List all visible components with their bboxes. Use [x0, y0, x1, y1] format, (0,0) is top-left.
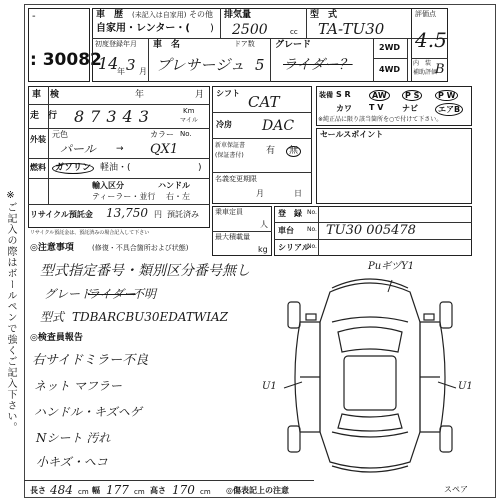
equipment-item: P S	[402, 90, 422, 101]
equipment-item: S R	[336, 90, 351, 99]
interior-label: 内 装	[413, 60, 432, 67]
load-unit: kg	[258, 245, 268, 254]
private-rent-close: )	[210, 23, 214, 34]
equipment-item: ナビ	[402, 104, 418, 113]
equipment-item: P W	[435, 90, 458, 101]
inspection-year-unit: 年	[135, 90, 145, 100]
inspection-line5: 小キズ・へコ	[36, 455, 108, 469]
equipment-item: AW	[369, 90, 390, 101]
car-name-label: 車 名	[153, 40, 181, 50]
manual-sub: (保証書付)	[215, 152, 244, 159]
color-close: →	[116, 144, 124, 154]
car-damage-diagram	[270, 262, 470, 482]
height-label: 高さ	[150, 486, 166, 495]
lot-suffix: -	[32, 11, 36, 22]
length-unit: cm	[78, 488, 89, 496]
recycle-label: リサイクル預託金	[30, 210, 93, 219]
serial-label: シリアル	[278, 243, 310, 252]
grade-value: ライダー？	[283, 57, 353, 73]
notes-line2-strike: ライダー	[88, 287, 136, 301]
notes-title-sub: (修復・不具合箇所および状態)	[92, 244, 189, 252]
vehicle-type-sub: (未記入は自家用)	[132, 11, 187, 19]
reg-no-unit: No.	[307, 209, 317, 216]
first-reg-year: 14	[98, 54, 119, 73]
diagram-spare-label: スペア	[444, 485, 468, 494]
name-change-day: 日	[294, 189, 302, 198]
fuel-gasoline: ガソリン	[52, 163, 94, 174]
diagram-right-label: U1	[458, 381, 473, 392]
manual-yes: 有	[266, 146, 276, 156]
fuel-label: 燃料	[30, 163, 46, 172]
capacity-label: 乗車定員	[215, 208, 243, 216]
month-unit: 月	[139, 67, 147, 76]
mileage-label: 走 行	[30, 111, 58, 121]
recycle-note: リサイクル預託金は、預託済みの場合記入して下さい	[30, 230, 150, 236]
notes-line1: 型式指定番号・類別区分番号無し	[40, 263, 250, 279]
notes-title: ◎注意事項	[30, 243, 74, 253]
name-change-label: 名義変更期限	[215, 175, 257, 183]
equipment-label: 装備	[319, 91, 333, 99]
inspection-title: ◎検査員報告	[30, 333, 83, 343]
model-value: TA-TU30	[318, 20, 385, 38]
height-unit: cm	[200, 488, 211, 496]
notes-line2-label: グレード	[44, 287, 93, 301]
lot-box	[28, 8, 90, 82]
capacity-unit: 人	[260, 220, 268, 229]
drive-4wd: 4WD	[379, 65, 401, 74]
side-note: ※ご記入の際はボールペンで強くご記入下さい。	[5, 190, 16, 433]
notes-line2-value: 不明	[132, 287, 157, 301]
ac-value: DAC	[262, 118, 295, 134]
notes-line3-value: TDBARCBU30EDATWIAZ	[72, 310, 228, 324]
recycle-done: 預託済み	[167, 210, 199, 219]
doors-value: 5	[255, 56, 265, 74]
private-rent: 自家用・レンター・(	[96, 23, 190, 34]
year-unit: 年	[117, 67, 125, 76]
equipment-item: エアB	[435, 103, 463, 116]
other-label: その他	[189, 10, 213, 19]
equipment-item: T V	[369, 103, 384, 112]
length-value: 484	[50, 483, 73, 497]
recycle-unit: 円	[154, 210, 162, 219]
plate-unit: No.	[307, 226, 317, 233]
displacement-label: 排気量	[224, 10, 252, 20]
equipment-item: カワ	[336, 104, 352, 113]
notes-line3-label: 型式	[40, 310, 65, 324]
manual-label: 新車保証書	[215, 142, 246, 149]
ac-label: 冷房	[216, 120, 232, 129]
doors-label: ドア数	[234, 40, 255, 48]
shift-label: シフト	[216, 89, 240, 98]
diagram-left-label: U1	[262, 381, 277, 392]
grade-label: グレード	[275, 40, 312, 50]
height-value: 170	[172, 483, 195, 497]
mileage-value: 87343	[74, 107, 155, 126]
color-value: パール	[60, 142, 96, 156]
plate-label: 車台	[278, 226, 294, 235]
reg-no-label: 登 録	[278, 209, 302, 218]
handle-label: ハンドル	[158, 181, 190, 190]
right-left: 右・左	[166, 192, 190, 201]
score-value: 4.5	[415, 28, 447, 52]
cc-unit: cc	[290, 28, 298, 36]
color-code-label: カラー	[150, 130, 174, 139]
color-code-value: QX1	[150, 142, 179, 157]
car-name-value: プレサージュ	[156, 56, 245, 74]
width-unit: cm	[134, 488, 145, 496]
width-label: 幅	[92, 486, 100, 495]
displacement-value: 2500	[232, 22, 268, 38]
first-reg-label: 初度登録年月	[95, 40, 137, 48]
manual-no: 無	[286, 146, 301, 157]
inspection-month-unit: 月	[195, 90, 205, 100]
km-unit: Km	[183, 107, 195, 115]
inspection-line2: ネット マフラー	[34, 379, 122, 393]
chassis-number: TU30 005478	[326, 223, 416, 238]
interior-sub: 補助評価	[413, 69, 438, 76]
fuel-light: 軽油・(	[100, 163, 131, 173]
length-label: 長さ	[30, 486, 46, 495]
sales-point-label: セールスポイント	[320, 130, 384, 139]
sales-point-box	[316, 128, 472, 204]
equipment-note: ※純正品に限り該当箇所を○で付けて下さい。	[318, 116, 443, 123]
color-code-unit: No.	[180, 130, 192, 138]
diagram-top-label: PuギヅY1	[368, 261, 415, 272]
color-label: 元色	[52, 130, 68, 139]
width-value: 177	[106, 483, 129, 497]
drive-2wd: 2WD	[379, 43, 401, 52]
mark-note: ◎傷表記上の注意	[226, 486, 289, 495]
load-label: 最大積載量	[215, 233, 250, 241]
fuel-close: )	[198, 163, 202, 173]
vehicle-type-label: 車 歴	[96, 10, 124, 20]
lot-number: : 30082	[30, 50, 102, 70]
model-label: 型 式	[310, 10, 338, 20]
inspection-label: 車 検	[32, 90, 60, 100]
serial-unit: No.	[307, 243, 317, 250]
recycle-value: 13,750	[106, 206, 148, 220]
name-change-month: 月	[256, 189, 264, 198]
mile-unit: マイル	[180, 117, 198, 124]
inspection-line4: Nシート 汚れ	[36, 431, 111, 445]
score-label: 評価点	[415, 10, 436, 18]
shift-value: CAT	[248, 93, 280, 111]
import-label: 輸入区分	[92, 181, 124, 190]
inspection-line1: 右サイドミラー不良	[32, 353, 149, 368]
interior-grade: B	[435, 62, 445, 77]
first-reg-month: 3	[126, 56, 136, 74]
dealer-label: ティーラー・並行	[92, 192, 156, 201]
inspection-line3: ハンドル・キズヘゲ	[34, 405, 142, 419]
exterior-label: 外装	[30, 135, 46, 144]
